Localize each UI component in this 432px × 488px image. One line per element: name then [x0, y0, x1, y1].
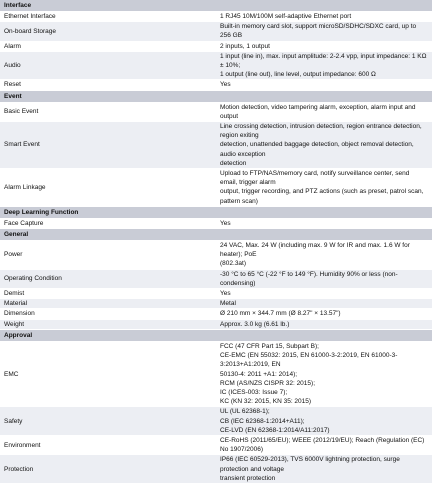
spec-label: Smart Event — [0, 122, 216, 169]
spec-row — [0, 299, 432, 309]
spec-value-line: detection — [220, 159, 247, 167]
spec-value — [216, 299, 432, 309]
spec-label: Reset — [0, 80, 216, 90]
spec-label: Audio — [0, 51, 216, 80]
spec-value-line: detection, unattended baggage detection, object removal detection, audio exception — [220, 141, 414, 158]
section-title: Deep Learning Function — [0, 206, 432, 218]
spec-label: Power — [0, 241, 216, 270]
spec-value-line: IC (ICES-003: Issue 7); — [220, 388, 288, 396]
section-header — [0, 0, 432, 12]
spec-label: EMC — [0, 341, 216, 406]
spec-row — [0, 289, 432, 299]
spec-value — [216, 218, 432, 228]
spec-value-line: Yes — [220, 219, 231, 227]
spec-value-line: Approx. 3.0 kg (6.61 lb.) — [220, 320, 290, 328]
spec-row — [0, 22, 432, 41]
section-header — [0, 229, 432, 241]
spec-value-line: Ø 210 mm × 344.7 mm (Ø 8.27" × 13.57") — [220, 310, 341, 318]
spec-value-line: CE-EMC (EN 55032: 2015, EN 61000-3-2:2019, EN 61000-3-3:2013+A1:2019, EN — [220, 352, 398, 369]
spec-value — [216, 102, 432, 121]
spec-row — [0, 51, 432, 80]
spec-value-line: (802.3at) — [220, 260, 247, 268]
section-title: General — [0, 229, 432, 241]
spec-row — [0, 455, 432, 484]
spec-value — [216, 51, 432, 80]
spec-label: Ethernet Interface — [0, 12, 216, 22]
spec-row — [0, 435, 432, 454]
spec-value-line: 1 input (line in), max. input amplitude: 2-2.4 vpp, input impedance: 1 KΩ ± 10%; — [220, 52, 427, 70]
spec-value-line: 24 VAC, Max. 24 W (including max. 9 W for IR and max. 1.6 W for heater); PoE — [220, 242, 410, 259]
spec-label: Dimension — [0, 309, 216, 319]
spec-value — [216, 22, 432, 41]
spec-value-line: FCC (47 CFR Part 15, Subpart B); — [220, 342, 319, 350]
spec-value — [216, 241, 432, 270]
spec-row — [0, 341, 432, 406]
spec-value-line: transient protection — [220, 474, 276, 482]
spec-value — [216, 122, 432, 169]
spec-value — [216, 407, 432, 436]
spec-row — [0, 241, 432, 270]
spec-value — [216, 309, 432, 319]
spec-value-line: Motion detection, video tampering alarm, exception, alarm input and output — [220, 103, 416, 120]
spec-value-line: UL (UL 62368-1); — [220, 408, 270, 416]
spec-value-line: Metal — [220, 300, 236, 308]
spec-value-line: 2 inputs, 1 output — [220, 42, 270, 50]
spec-value-line: Yes — [220, 290, 231, 298]
spec-value — [216, 269, 432, 288]
spec-value-line: output, trigger recording, and PTZ actions (such as preset, patrol scan, pattern scan) — [220, 188, 424, 205]
spec-label: Operating Condition — [0, 269, 216, 288]
spec-value-line: -30 °C to 65 °C (-22 °F to 149 °F). Humidity 90% or less (non-condensing) — [220, 270, 398, 287]
spec-row — [0, 309, 432, 319]
spec-value — [216, 41, 432, 51]
spec-value — [216, 289, 432, 299]
spec-row — [0, 407, 432, 436]
section-title: Interface — [0, 0, 432, 12]
spec-row — [0, 80, 432, 90]
spec-value-line: Yes — [220, 81, 231, 89]
spec-row — [0, 169, 432, 207]
spec-label: Environment — [0, 435, 216, 454]
spec-value-line: IP66 (IEC 60529-2013), TVS 6000V lightning protection, surge protection and voltage — [220, 456, 400, 473]
spec-label: Basic Event — [0, 102, 216, 121]
spec-value-line: CE-RoHS (2011/65/EU); WEEE (2012/19/EU); Reach (Regulation (EC) No 1907/2006) — [220, 436, 425, 454]
spec-row — [0, 218, 432, 228]
section-header — [0, 90, 432, 102]
spec-value-line: 1 RJ45 10M/100M self-adaptive Ethernet port — [220, 13, 352, 20]
spec-label: Material — [0, 299, 216, 309]
spec-value-line: Upload to FTP/NAS/memory card, notify surveillance center, send email, trigger alarm — [220, 170, 410, 187]
spec-value — [216, 319, 432, 329]
spec-label: Demist — [0, 289, 216, 299]
spec-value-line: Built-in memory card slot, support microSD/SDHC/SDXC card, up to 256 GB — [220, 23, 417, 40]
spec-row — [0, 122, 432, 169]
section-title: Event — [0, 90, 432, 102]
spec-value-line: 50130-4: 2011 +A1: 2014); — [220, 370, 298, 378]
spec-value — [216, 80, 432, 90]
spec-label: Face Capture — [0, 218, 216, 228]
spec-value — [216, 435, 432, 454]
spec-value — [216, 341, 432, 406]
spec-label: Alarm — [0, 41, 216, 51]
spec-value-line: KC (KN 32: 2015, KN 35: 2015) — [220, 398, 312, 406]
spec-row — [0, 269, 432, 288]
spec-label: Safety — [0, 407, 216, 436]
spec-row — [0, 41, 432, 51]
spec-row — [0, 102, 432, 121]
spec-value-line: CB (IEC 62368-1:2014+A11); — [220, 417, 305, 425]
section-header — [0, 206, 432, 218]
section-title: Approval — [0, 329, 432, 341]
spec-value — [216, 169, 432, 207]
spec-label: Weight — [0, 319, 216, 329]
spec-value-line: RCM (AS/NZS CISPR 32: 2015); — [220, 379, 315, 387]
spec-value-line: CE-LVD (EN 62368-1:2014/A11:2017) — [220, 426, 330, 434]
spec-value-line: 1 output (line out), line level, output impedance: 600 Ω — [220, 71, 376, 79]
spec-label: Protection — [0, 455, 216, 484]
spec-row — [0, 12, 432, 22]
spec-row — [0, 319, 432, 329]
spec-label: On-board Storage — [0, 22, 216, 41]
spec-label: Alarm Linkage — [0, 169, 216, 207]
section-header — [0, 329, 432, 341]
spec-value — [216, 12, 432, 22]
spec-value — [216, 455, 432, 484]
spec-value-line: Line crossing detection, intrusion detection, region entrance detection, region exiting — [220, 123, 422, 140]
